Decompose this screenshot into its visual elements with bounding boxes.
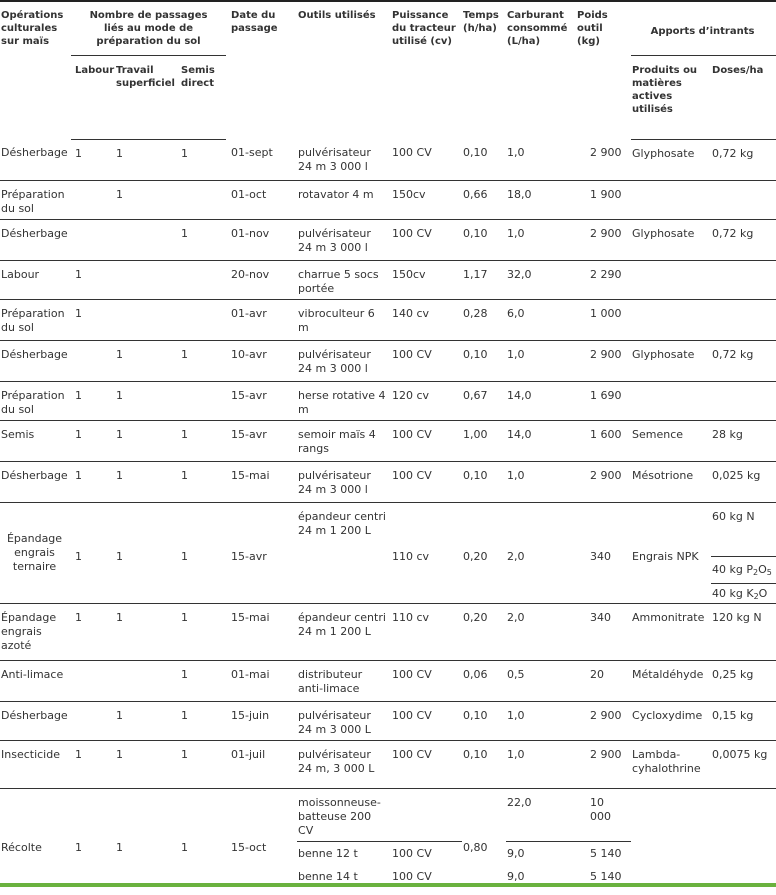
table-row	[0, 180, 776, 219]
row-poids: 1 600	[576, 420, 631, 461]
row-semis: 1	[180, 603, 226, 660]
recolte-puissance-3: 100 CV	[392, 870, 432, 883]
recolte-poids-2: 5 140	[590, 846, 622, 860]
row-outil: épandeur centri 24 m 1 200 L	[297, 603, 391, 660]
table-row	[0, 740, 776, 788]
row-dose	[711, 260, 776, 299]
row-dose	[711, 381, 776, 420]
row-operation: Préparation du sol	[0, 299, 71, 340]
row-outil: rotavator 4 m	[297, 180, 391, 219]
row-temps: 1,00	[462, 420, 506, 461]
recolte-outil-1: moissonneuse-batteuse 200 CV	[297, 788, 391, 841]
row-date: 15-mai	[226, 603, 297, 660]
table-row	[0, 299, 776, 340]
row-dose: 0,15 kg	[711, 701, 776, 740]
row-temps: 1,17	[462, 260, 506, 299]
row-outil: pulvérisateur 24 m 3 000 L	[297, 701, 391, 740]
row-outil: herse rotative 4 m	[297, 381, 391, 420]
row-temps: 0,10	[462, 139, 506, 180]
row-produit: Métaldéhyde	[631, 660, 711, 701]
recolte-poids-3: 5 140	[590, 870, 622, 883]
table-row	[0, 420, 776, 461]
row-date: 01-nov	[226, 219, 297, 260]
row-date: 20-nov	[226, 260, 297, 299]
engrais-carburant: 2,0	[506, 502, 576, 603]
row-labour: 1	[71, 381, 115, 420]
row-carburant: 14,0	[506, 420, 576, 461]
row-semis	[180, 260, 226, 299]
row-operation: Désherbage	[0, 701, 71, 740]
recolte-outil-3: benne 14 t	[298, 870, 358, 883]
row-dose: 120 kg N	[711, 603, 776, 660]
row-dose	[711, 180, 776, 219]
row-labour	[71, 340, 115, 381]
row-operation: Désherbage	[0, 461, 71, 502]
row-poids: 20	[576, 660, 631, 701]
row-poids: 2 900	[576, 139, 631, 180]
recolte-carburant-3: 9,0	[507, 870, 525, 883]
row-puissance: 150cv	[391, 180, 462, 219]
row-carburant: 18,0	[506, 180, 576, 219]
header-date: Date du passage	[226, 1, 297, 139]
row-produit	[631, 299, 711, 340]
row-puissance: 120 cv	[391, 381, 462, 420]
engrais-semis: 1	[180, 502, 226, 603]
header-poids: Poids outil (kg)	[576, 1, 631, 139]
row-semis: 1	[180, 340, 226, 381]
row-travail: 1	[115, 139, 180, 180]
row-carburant: 32,0	[506, 260, 576, 299]
row-produit: Glyphosate	[631, 219, 711, 260]
recolte-dose	[711, 788, 776, 888]
row-poids: 2 900	[576, 701, 631, 740]
row-travail: 1	[115, 701, 180, 740]
row-puissance: 100 CV	[391, 701, 462, 740]
row-dose: 0,72 kg	[711, 139, 776, 180]
row-produit: Glyphosate	[631, 340, 711, 381]
row-date: 15-avr	[226, 381, 297, 420]
recolte-labour: 1	[75, 841, 82, 855]
row-puissance: 100 CV	[391, 420, 462, 461]
table-row	[0, 340, 776, 381]
row-labour	[71, 701, 115, 740]
row-carburant: 1,0	[506, 740, 576, 788]
engrais-dose-p: 40 kg $P_2O_5$	[711, 556, 776, 583]
row-travail	[115, 660, 180, 701]
table-row	[0, 139, 776, 180]
row-temps: 0,20	[462, 603, 506, 660]
row-outil: distributeur anti-limace	[297, 660, 391, 701]
row-travail	[115, 299, 180, 340]
row-carburant: 1,0	[506, 139, 576, 180]
engrais-dose-n: 60 kg N	[712, 509, 755, 523]
row-labour: 1	[71, 299, 115, 340]
row-date: 01-sept	[226, 139, 297, 180]
row-dose: 0,0075 kg	[711, 740, 776, 788]
row-labour: 1	[71, 740, 115, 788]
header-travail: Travail superficiel	[115, 55, 180, 139]
row-poids: 2 900	[576, 461, 631, 502]
row-labour: 1	[71, 603, 115, 660]
row-semis: 1	[180, 139, 226, 180]
row-travail: 1	[115, 180, 180, 219]
row-semis	[180, 180, 226, 219]
row-temps: 0,10	[462, 701, 506, 740]
row-temps: 0,10	[462, 740, 506, 788]
row-carburant: 1,0	[506, 219, 576, 260]
row-semis: 1	[180, 701, 226, 740]
row-puissance: 110 cv	[391, 603, 462, 660]
row-travail: 1	[115, 420, 180, 461]
row-semis: 1	[180, 219, 226, 260]
row-dose: 0,25 kg	[711, 660, 776, 701]
row-puissance: 100 CV	[391, 219, 462, 260]
row-produit	[631, 180, 711, 219]
header-intrants-group: Apports d’intrants	[631, 1, 776, 55]
row-operation: Désherbage	[0, 340, 71, 381]
row-semis	[180, 299, 226, 340]
header-temps: Temps (h/ha)	[462, 1, 506, 139]
row-produit: Ammonitrate	[631, 603, 711, 660]
row-poids: 2 900	[576, 219, 631, 260]
row-puissance: 100 CV	[391, 461, 462, 502]
row-labour: 1	[71, 461, 115, 502]
engrais-temps: 0,20	[462, 502, 506, 603]
row-date: 01-avr	[226, 299, 297, 340]
header-semis-direct: Semis direct	[180, 55, 226, 139]
row-puissance: 140 cv	[391, 299, 462, 340]
recolte-puissance-1	[391, 788, 462, 841]
row-puissance: 150cv	[391, 260, 462, 299]
table-row	[0, 660, 776, 701]
row-produit: Cycloxydime	[631, 701, 711, 740]
row-outil: pulvérisateur 24 m 3 000 l	[297, 139, 391, 180]
row-dose: 0,72 kg	[711, 219, 776, 260]
row-operation: Désherbage	[0, 139, 71, 180]
row-operation: Labour	[0, 260, 71, 299]
recolte-puissance-2: 100 CV	[392, 846, 432, 860]
row-operation: Épandage engrais azoté	[0, 603, 71, 660]
row-poids: 2 290	[576, 260, 631, 299]
engrais-produit: Engrais NPK	[631, 502, 711, 603]
row-produit: Mésotrione	[631, 461, 711, 502]
row-carburant: 1,0	[506, 340, 576, 381]
row-temps: 0,06	[462, 660, 506, 701]
recolte-semis: 1	[181, 841, 188, 855]
row-produit: Semence	[631, 420, 711, 461]
engrais-outil: épandeur centri 24 m 1 200 L	[297, 502, 391, 603]
row-operation: Semis	[0, 420, 71, 461]
row-labour: 1	[71, 420, 115, 461]
row-outil: semoir maïs 4 rangs	[297, 420, 391, 461]
recolte-outil-2: benne 12 t	[298, 846, 358, 860]
engrais-puissance: 110 cv	[391, 502, 462, 603]
row-carburant: 2,0	[506, 603, 576, 660]
row-poids: 2 900	[576, 340, 631, 381]
row-semis: 1	[180, 740, 226, 788]
row-poids: 340	[576, 603, 631, 660]
row-operation: Préparation du sol	[0, 180, 71, 219]
recolte-poids-1: 10 000	[576, 788, 631, 841]
header-produits: Produits ou matières actives utilisés	[631, 55, 711, 139]
row-semis	[180, 381, 226, 420]
table-row	[0, 219, 776, 260]
row-operation: Préparation du sol	[0, 381, 71, 420]
row-puissance: 100 CV	[391, 740, 462, 788]
footer-accent-bar	[0, 883, 776, 887]
recolte-carburant-2: 9,0	[507, 846, 525, 860]
row-puissance: 100 CV	[391, 139, 462, 180]
header-operations: Opérations culturales sur maïs	[0, 1, 71, 139]
header-carburant: Carburant consommé (L/ha)	[506, 1, 576, 139]
row-puissance: 100 CV	[391, 340, 462, 381]
row-temps: 0,28	[462, 299, 506, 340]
row-temps: 0,67	[462, 381, 506, 420]
row-labour: 1	[71, 260, 115, 299]
row-date: 01-mai	[226, 660, 297, 701]
row-travail: 1	[115, 603, 180, 660]
table-row	[0, 461, 776, 502]
row-poids: 1 000	[576, 299, 631, 340]
row-poids: 1 900	[576, 180, 631, 219]
row-produit	[631, 381, 711, 420]
engrais-poids: 340	[576, 502, 631, 603]
row-puissance: 100 CV	[391, 660, 462, 701]
table-row	[0, 603, 776, 660]
row-operation: Désherbage	[0, 219, 71, 260]
row-carburant: 1,0	[506, 461, 576, 502]
row-labour	[71, 660, 115, 701]
row-date: 01-juil	[226, 740, 297, 788]
row-outil: pulvérisateur 24 m 3 000 l	[297, 219, 391, 260]
engrais-labour: 1	[71, 502, 115, 603]
row-date: 15-juin	[226, 701, 297, 740]
row-travail: 1	[115, 740, 180, 788]
row-temps: 0,10	[462, 461, 506, 502]
table-row	[0, 260, 776, 299]
row-travail	[115, 219, 180, 260]
row-travail	[115, 260, 180, 299]
row-carburant: 1,0	[506, 701, 576, 740]
row-dose: 0,72 kg	[711, 340, 776, 381]
row-dose: 0,025 kg	[711, 461, 776, 502]
row-outil: pulvérisateur 24 m 3 000 l	[297, 340, 391, 381]
row-dose	[711, 299, 776, 340]
row-outil: charrue 5 socs portée	[297, 260, 391, 299]
row-semis: 1	[180, 461, 226, 502]
table-row	[0, 701, 776, 740]
row-date: 15-avr	[226, 420, 297, 461]
recolte-temps: 0,80	[463, 841, 488, 855]
header-labour: Labour	[71, 55, 115, 139]
row-produit: Lambda-cyhalothrine	[631, 740, 711, 788]
row-labour	[71, 219, 115, 260]
header-outils: Outils utilisés	[297, 1, 391, 139]
recolte-travail: 1	[116, 841, 123, 855]
row-produit: Glyphosate	[631, 139, 711, 180]
row-travail: 1	[115, 461, 180, 502]
recolte-operation: Récolte	[1, 841, 42, 855]
header-doses: Doses/ha	[711, 55, 776, 139]
row-labour: 1	[71, 139, 115, 180]
row-travail: 1	[115, 381, 180, 420]
row-date: 15-mai	[226, 461, 297, 502]
row-travail: 1	[115, 340, 180, 381]
recolte-produit	[631, 788, 711, 888]
row-temps: 0,10	[462, 219, 506, 260]
row-temps: 0,10	[462, 340, 506, 381]
engrais-travail: 1	[115, 502, 180, 603]
row-temps: 0,66	[462, 180, 506, 219]
row-semis: 1	[180, 420, 226, 461]
recolte-date: 15-oct	[231, 841, 267, 855]
header-puissance: Puissance du tracteur utilisé (cv)	[391, 1, 462, 139]
row-outil: pulvérisateur 24 m 3 000 l	[297, 461, 391, 502]
row-carburant: 14,0	[506, 381, 576, 420]
row-carburant: 6,0	[506, 299, 576, 340]
engrais-date: 15-avr	[226, 502, 297, 603]
row-operation: Insecticide	[0, 740, 71, 788]
row-date: 01-oct	[226, 180, 297, 219]
engrais-operation: Épandage engrais ternaire	[0, 502, 71, 603]
row-carburant: 0,5	[506, 660, 576, 701]
row-operation: Anti-limace	[0, 660, 71, 701]
row-poids: 1 690	[576, 381, 631, 420]
row-outil: vibroculteur 6 m	[297, 299, 391, 340]
row-labour	[71, 180, 115, 219]
row-poids: 2 900	[576, 740, 631, 788]
recolte-carburant-1: 22,0	[506, 788, 576, 841]
row-outil: pulvérisateur 24 m, 3 000 L	[297, 740, 391, 788]
header-passages-group: Nombre de passages liés au mode de préparation du sol	[71, 1, 226, 55]
row-date: 10-avr	[226, 340, 297, 381]
row-dose: 28 kg	[711, 420, 776, 461]
row-produit	[631, 260, 711, 299]
table-row	[0, 381, 776, 420]
row-semis: 1	[180, 660, 226, 701]
engrais-dose-k: 40 kg $K_2O$	[711, 583, 776, 603]
